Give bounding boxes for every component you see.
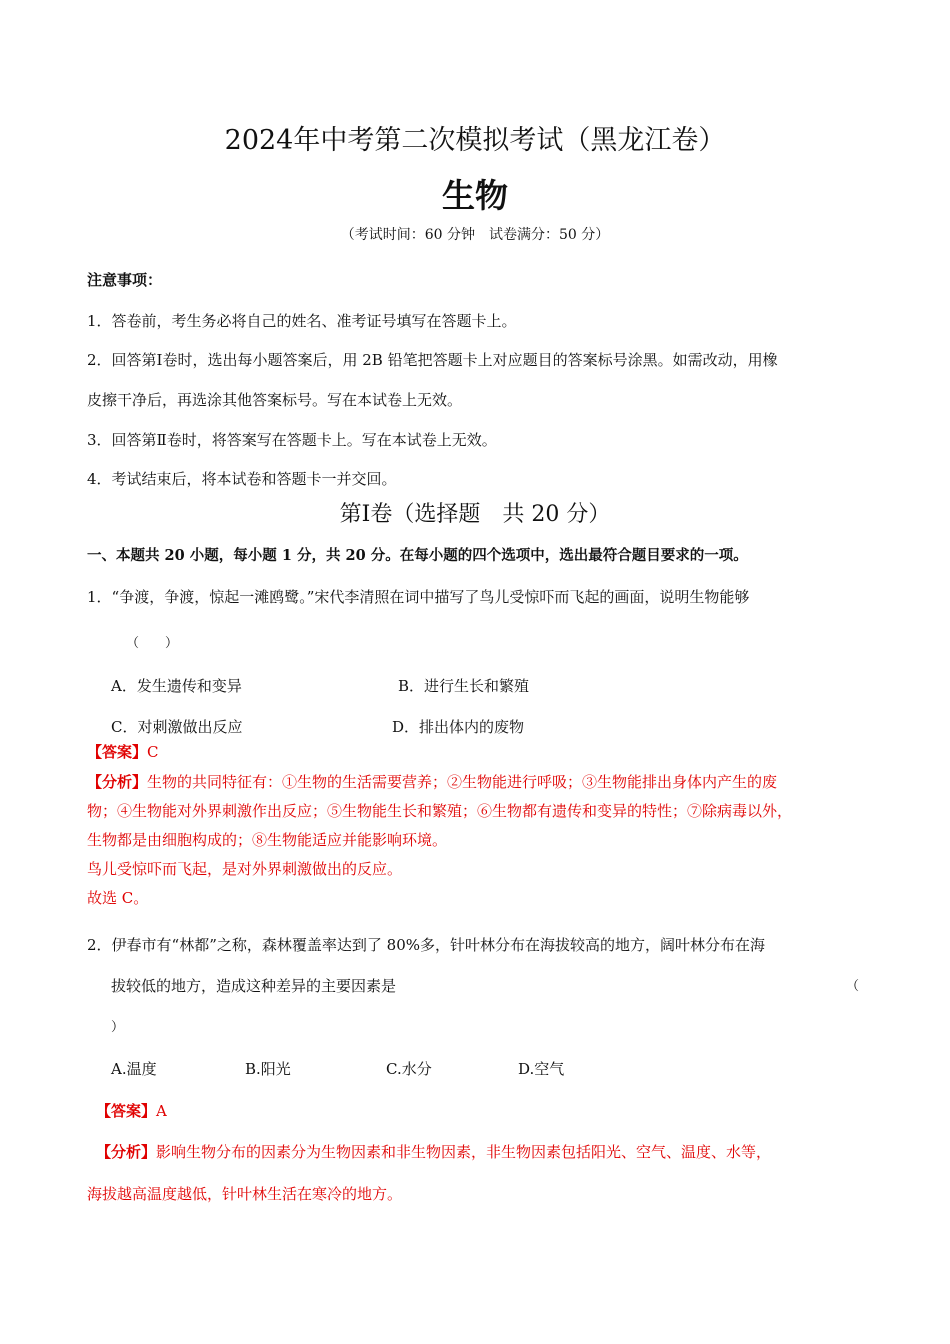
question-1-analysis-line-3: 生物都是由细胞构成的；⑧生物能适应并能影响环境。 bbox=[87, 831, 448, 849]
section-instruction: 一、本题共 20 小题，每小题 1 分，共 20 分。在每小题的四个选项中，选出最符合题目要求的一项。 bbox=[87, 547, 748, 564]
answer-value: A bbox=[156, 1102, 167, 1120]
question-2-paren-open: （ bbox=[846, 979, 860, 994]
question-1-stem: 1．“争渡，争渡，惊起一滩鸥鹭。”宋代李清照在词中描写了鸟儿受惊吓而飞起的画面，说明生物能够 bbox=[87, 588, 750, 606]
question-1-analysis-line-2: 物；④生物能对外界刺激作出反应；⑤生物能生长和繁殖；⑥生物都有遗传和变异的特性；⑦除病毒以外， bbox=[87, 802, 793, 820]
question-1-option-a: A．发生遗传和变异 bbox=[111, 677, 242, 695]
question-1-option-b: B．进行生长和繁殖 bbox=[398, 677, 530, 695]
subject-title: 生物 bbox=[442, 176, 508, 215]
question-1-option-c: C．对刺激做出反应 bbox=[111, 718, 243, 736]
question-1-answer bbox=[87, 741, 159, 762]
page-title: 2024年中考第二次模拟考试（黑龙江卷） bbox=[224, 125, 726, 156]
analysis-text: 影响生物分布的因素分为生物因素和非生物因素，非生物因素包括阳光、空气、温度、水等， bbox=[156, 1143, 772, 1161]
question-2-answer bbox=[96, 1100, 167, 1121]
question-2-analysis-line-1 bbox=[96, 1141, 771, 1162]
answer-label: 【答案】 bbox=[87, 743, 148, 761]
question-2-option-c: C.水分 bbox=[386, 1060, 432, 1078]
notes-heading: 注意事项： bbox=[87, 271, 163, 289]
note-item-3: 3．回答第Ⅱ卷时，将答案写在答题卡上。写在本试卷上无效。 bbox=[87, 431, 497, 449]
question-1-analysis-line-4: 鸟儿受惊吓而飞起，是对外界刺激做出的反应。 bbox=[87, 860, 403, 878]
answer-value: C bbox=[147, 743, 159, 761]
analysis-label: 【分析】 bbox=[96, 1143, 157, 1161]
question-1-paren: （ ） bbox=[126, 636, 179, 651]
question-2-stem-line-2: 拔较低的地方，造成这种差异的主要因素是 bbox=[111, 977, 397, 995]
question-2-option-b: B.阳光 bbox=[245, 1060, 291, 1078]
note-item-2-line-1: 2．回答第Ⅰ卷时，选出每小题答案后，用 2B 铅笔把答题卡上对应题目的答案标号涂黑。如需改动，用橡 bbox=[87, 351, 778, 369]
analysis-label: 【分析】 bbox=[87, 773, 148, 791]
question-2-option-d: D.空气 bbox=[518, 1060, 565, 1078]
exam-time-info: （考试时间：60 分钟 试卷满分：50 分） bbox=[340, 227, 610, 243]
note-item-4: 4．考试结束后，将本试卷和答题卡一并交回。 bbox=[87, 470, 397, 488]
question-2-analysis-line-2: 海拔越高温度越低，针叶林生活在寒冷的地方。 bbox=[87, 1185, 403, 1203]
section-title: 第Ⅰ卷（选择题 共 20 分） bbox=[339, 502, 611, 527]
note-item-1: 1．答卷前，考生务必将自己的姓名、准考证号填写在答题卡上。 bbox=[87, 312, 517, 330]
question-2-paren-close: ） bbox=[111, 1020, 125, 1035]
question-2-option-a: A.温度 bbox=[111, 1060, 157, 1078]
question-1-analysis-line-5: 故选 C。 bbox=[87, 889, 149, 907]
question-1-option-d: D．排出体内的废物 bbox=[392, 718, 525, 736]
question-2-stem-line-1: 2．伊春市有“林都”之称，森林覆盖率达到了 80%多，针叶林分布在海拔较高的地方，阔叶林分布在海 bbox=[87, 936, 765, 954]
answer-label: 【答案】 bbox=[96, 1102, 157, 1120]
note-item-2-line-2: 皮擦干净后，再选涂其他答案标号。写在本试卷上无效。 bbox=[87, 391, 463, 409]
question-1-analysis-line-1 bbox=[87, 771, 777, 792]
analysis-text: 生物的共同特征有：①生物的生活需要营养；②生物能进行呼吸；③生物能排出身体内产生的废 bbox=[147, 773, 778, 791]
